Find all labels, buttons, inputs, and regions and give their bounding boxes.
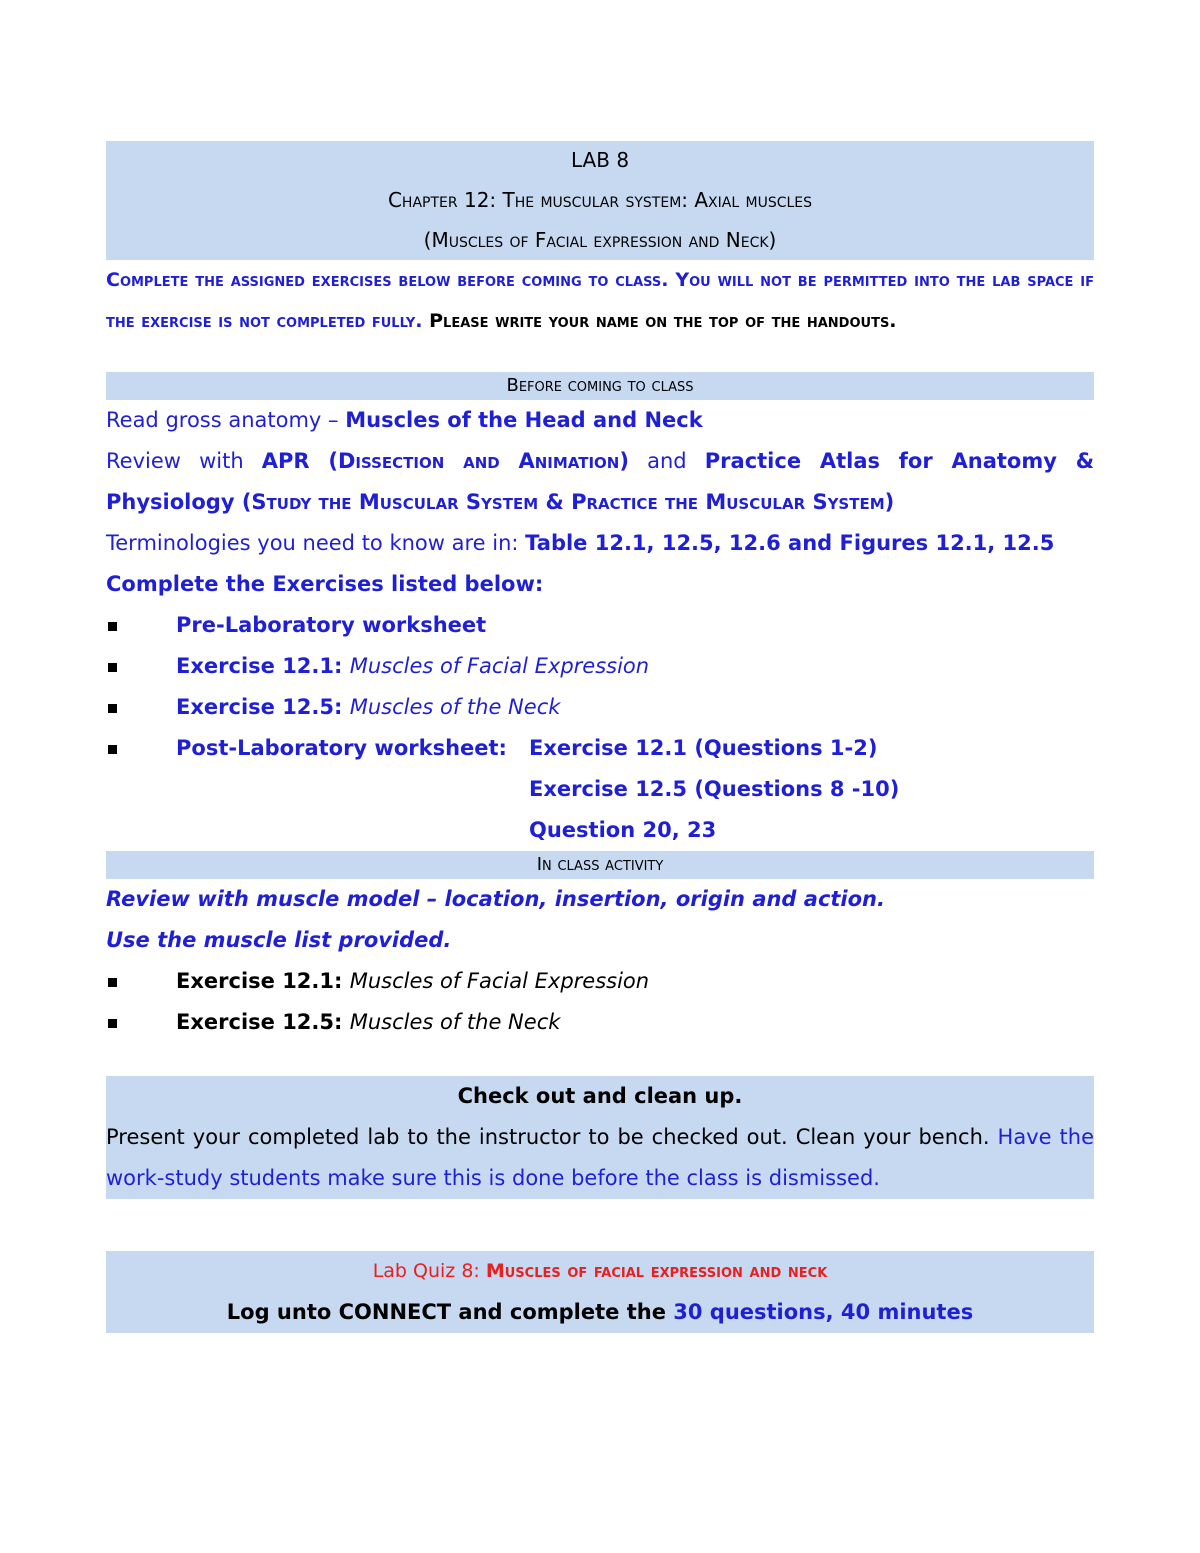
- checkout-blue-text: Have the work-study students make sure this is done before the class is dismissed.: [106, 1125, 1094, 1190]
- apr-close: ): [619, 449, 629, 473]
- requirements-black-text: Please write your name on the top of the handouts.: [429, 310, 897, 332]
- read-prefix: Read gross anatomy –: [106, 408, 346, 432]
- checkout-black-text: Present your completed lab to the instructor to be checked out. Clean your bench.: [106, 1125, 998, 1149]
- terminology-prefix: Terminologies you need to know are in:: [106, 531, 526, 555]
- post-lab-row: [176, 728, 1094, 851]
- list-item: [106, 646, 1094, 687]
- quiz-block: [106, 1251, 1094, 1333]
- bullet-square-icon: [108, 1019, 117, 1028]
- list-item: [106, 961, 1094, 1002]
- post-lab-item: Exercise 12.5 (Questions 8 -10): [529, 777, 900, 801]
- lab-number: LAB 8: [570, 148, 630, 172]
- checkout-heading: Check out and clean up.: [457, 1084, 743, 1108]
- post-lab-label: Post-Laboratory worksheet:: [176, 736, 507, 760]
- pre-lab-item: Pre-Laboratory worksheet: [176, 613, 487, 637]
- atlas-modes: Study the Muscular System & Practice the Muscular System: [251, 490, 885, 514]
- quiz-instructions: [106, 1292, 1094, 1333]
- list-item: [106, 728, 1094, 851]
- document-page: [106, 141, 1094, 1333]
- review-and: and: [628, 449, 705, 473]
- exercise-label: Exercise 12.1:: [176, 654, 350, 678]
- list-item: [106, 687, 1094, 728]
- quiz-topic: Muscles of facial expression and neck: [485, 1260, 828, 1282]
- list-item: [106, 1002, 1094, 1043]
- exercise-title: Muscles of the Neck: [349, 695, 561, 719]
- bullet-square-icon: [108, 978, 117, 987]
- apr-label: APR (: [261, 449, 338, 473]
- bullet-square-icon: [108, 745, 117, 754]
- apr-modes: Dissection and Animation: [337, 449, 620, 473]
- atlas-close: ): [884, 490, 895, 514]
- bullet-square-icon: [108, 704, 117, 713]
- in-class-use-line: Use the muscle list provided.: [106, 928, 452, 952]
- checkout-text: [106, 1117, 1094, 1199]
- bullet-square-icon: [108, 622, 117, 631]
- chapter-title: Chapter 12: The muscular system: Axial muscles: [387, 188, 813, 212]
- requirements-notice: [106, 260, 1094, 342]
- post-lab-item: Question 20, 23: [529, 818, 717, 842]
- exercise-label: Exercise 12.5:: [176, 1010, 350, 1034]
- atlas-label: Practice Atlas for Anatomy & Physiology (: [106, 449, 1095, 514]
- post-lab-item: Exercise 12.1 (Questions 1-2): [529, 736, 878, 760]
- exercise-title: Muscles of Facial Expression: [349, 654, 650, 678]
- quiz-instr-detail: 30 questions, 40 minutes: [673, 1300, 974, 1324]
- in-class-review-line: Review with muscle model – location, insertion, origin and action.: [106, 887, 885, 911]
- requirements-blue-text: Complete the assigned exercises below before coming to class. You will not be permitted into the lab space if the exercise is not completed fully.: [106, 269, 1094, 332]
- post-lab-items: [529, 728, 899, 851]
- exercise-label: Exercise 12.5:: [176, 695, 350, 719]
- quiz-instr-prefix: Log unto CONNECT and complete the: [226, 1300, 674, 1324]
- in-class-heading: In class activity: [106, 851, 1094, 879]
- before-class-heading: Before coming to class: [106, 372, 1094, 400]
- terminology-line: [106, 523, 1094, 564]
- list-item: [106, 605, 1094, 646]
- chapter-subtitle: (Muscles of Facial expression and Neck): [423, 228, 777, 252]
- complete-heading: Complete the Exercises listed below:: [106, 572, 544, 596]
- checkout-block: [106, 1076, 1094, 1199]
- read-line: [106, 400, 1094, 441]
- exercise-list: [106, 605, 1094, 851]
- title-block: [106, 141, 1094, 260]
- bullet-square-icon: [108, 663, 117, 672]
- quiz-label: Lab Quiz 8:: [372, 1260, 486, 1282]
- read-topic: Muscles of the Head and Neck: [345, 408, 703, 432]
- exercise-title: Muscles of Facial Expression: [349, 969, 650, 993]
- terminology-refs: Table 12.1, 12.5, 12.6 and Figures 12.1, 12.5: [525, 531, 1055, 555]
- exercise-label: Exercise 12.1:: [176, 969, 350, 993]
- in-class-list: [106, 961, 1094, 1043]
- review-line: [106, 441, 1094, 523]
- exercise-title: Muscles of the Neck: [349, 1010, 561, 1034]
- quiz-title: [106, 1251, 1094, 1292]
- review-prefix: Review with: [106, 449, 262, 473]
